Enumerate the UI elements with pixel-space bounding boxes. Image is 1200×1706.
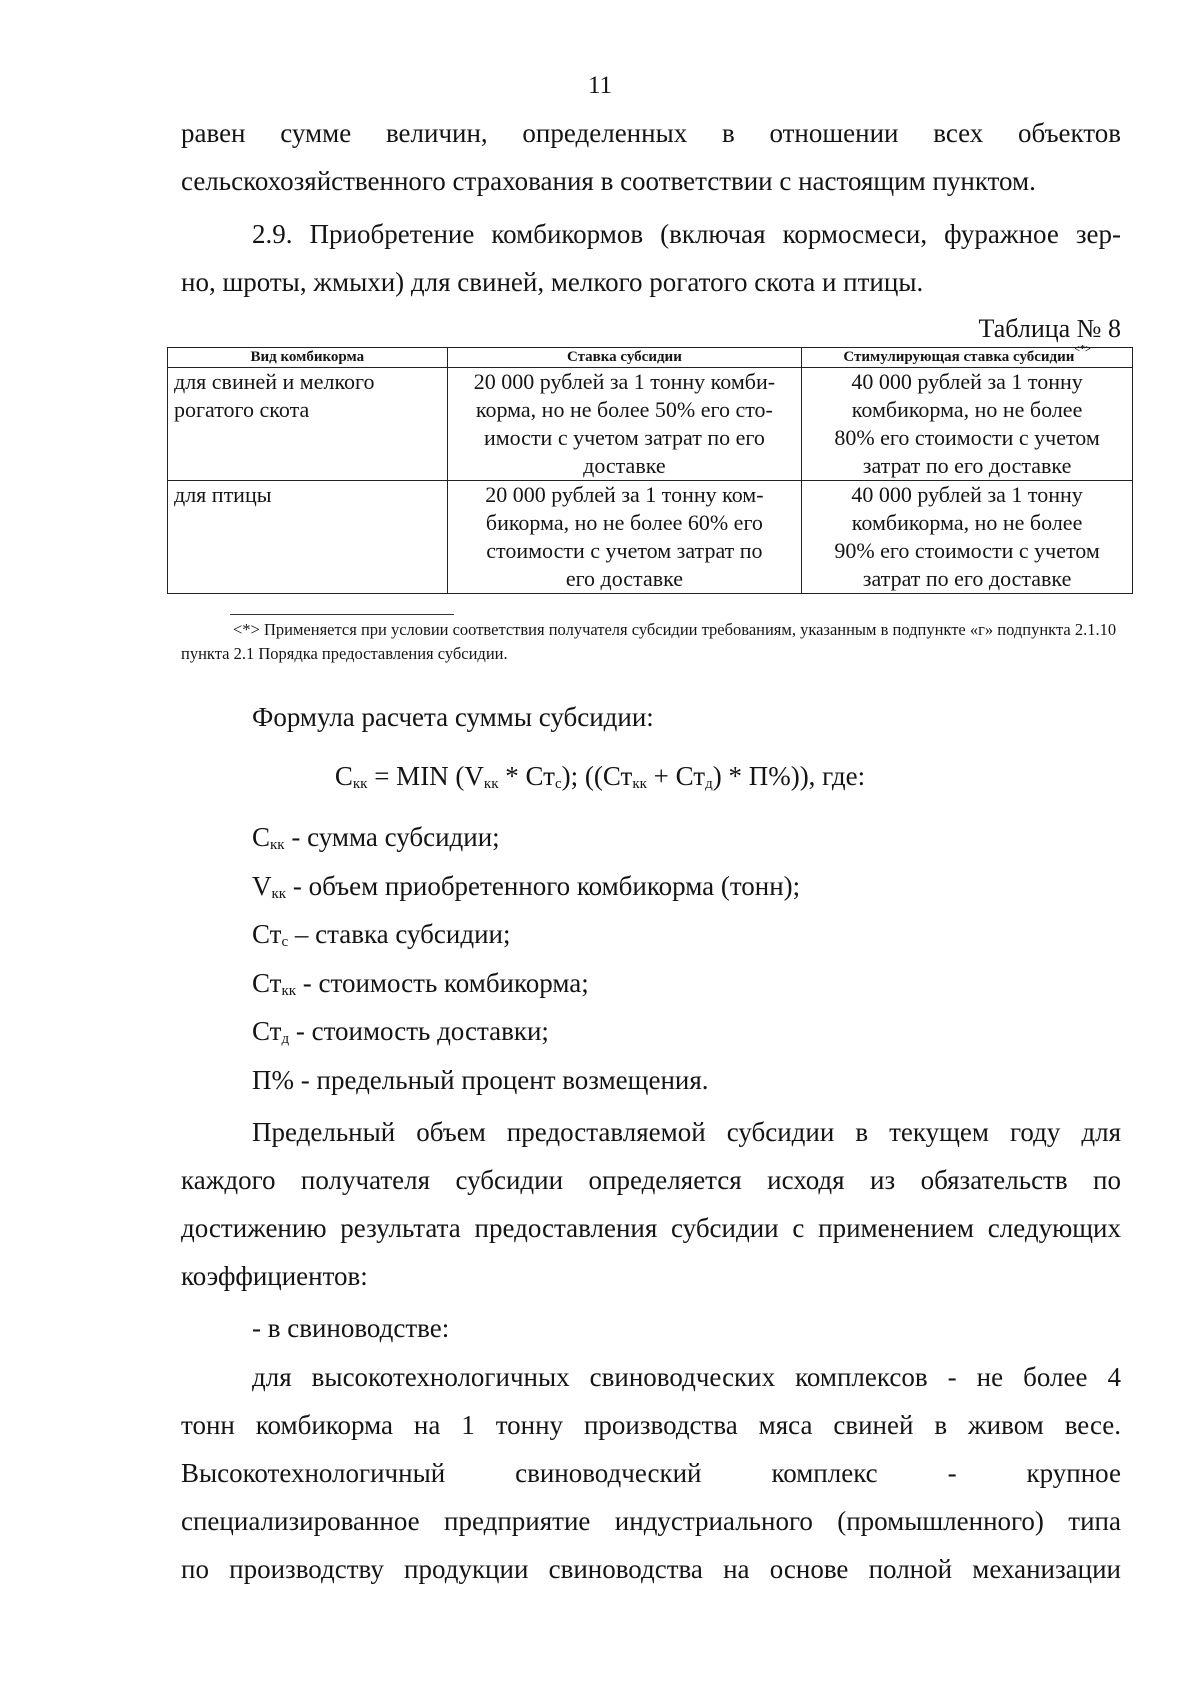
cell-line: для свиней и мелкого [174,369,375,394]
cell-line: затрат по его доставке [862,566,1072,591]
definition-subscript: кк [271,885,287,902]
cell-line: 90% его стоимости с учетом [834,538,1100,563]
definition-item [181,1007,1121,1056]
cell-line: его доставке [565,566,683,591]
header-feed-type: Вид комбикорма [168,348,448,368]
definition-subscript: с [281,934,289,951]
table-header-row [168,348,1133,368]
cell-line: корма, но не более 50% его сто- [475,397,773,422]
subheading-pig-farming: - в свиноводстве: [252,1313,450,1343]
definition-item [181,959,1121,1008]
cell-line: 20 000 рублей за 1 тонну ком- [485,482,764,507]
formula-part: + Ст [646,761,706,791]
formula-part: = MIN (V [367,761,484,791]
cell-line: затрат по его доставке [862,453,1072,478]
cell-line: стоимости с учетом затрат по [486,538,763,563]
cell-feed-type [168,368,448,481]
item-2-9-paragraph [181,210,1121,306]
definition-symbol: V [252,870,272,901]
definition-text: - стоимость комбикорма; [296,967,589,998]
formula [0,756,1200,796]
formula-subscript: д [705,776,713,792]
text-line: коэффициентов: [181,1261,368,1291]
definition-item [181,910,1121,959]
footnote-text: <*> Применяется при условии соответствия получателя субсидии требованиям, указанным в подпункте «г» подпункта 2.1.10 пункта 2.1 Порядка предоставления субсидии. [181,620,1117,663]
definition-symbol: П% [252,1064,294,1095]
cell-stimulating-rate [802,368,1133,481]
definition-symbol: Ст [252,967,282,998]
cell-line: 80% его стоимости с учетом [834,425,1100,450]
cell-subsidy-rate [447,368,802,481]
definition-text: - сумма субсидии; [284,822,500,852]
text-line: для высокотехнологичных свиноводческих комплексов - не более 4 [252,1362,1121,1392]
header-stimulating-rate [802,344,1133,368]
text-line: каждого получателя субсидии определяется исходя из обязательств по [181,1165,1121,1195]
definition-subscript: кк [270,837,285,853]
formula-part: * Ст [498,761,555,791]
header-subsidy-rate: Ставка субсидии [447,348,802,368]
definition-item [181,862,1121,911]
cell-line: имости с учетом затрат по его [483,425,765,450]
formula-heading: Формула расчета суммы субсидии: [252,702,654,732]
formula-part: ) * П%)), где: [712,761,866,791]
cell-line: 40 000 рублей за 1 тонну [851,369,1083,394]
footnote-divider [230,614,454,615]
page-number: 11 [587,72,613,99]
text-line: Высокотехнологичный свиноводческий комплекс - крупное [181,1458,1121,1488]
definition-text: - объем приобретенного комбикорма (тонн); [286,870,801,901]
text-line: Предельный объем предоставляемой субсидии в текущем году для [252,1117,1121,1147]
subsidy-rate-table [167,344,1133,594]
cell-stimulating-rate [802,481,1133,594]
text-line: но, шроты, жмыхи) для свиней, мелкого рогатого скота и птицы. [181,267,924,297]
text-line: достижению результата предоставления субсидии с применением следующих [181,1213,1121,1243]
formula-subscript: кк [632,776,647,792]
table-row [168,368,1133,481]
cell-line: комбикорма, но не более [851,510,1083,535]
cell-line: рогатого скота [174,397,310,422]
table-caption: Таблица № 8 [978,314,1121,343]
cell-subsidy-rate [447,481,802,594]
text-line: тонн комбикорма на 1 тонну производства мяса свиней в живом весе. [181,1410,1121,1440]
definition-symbol: С [252,822,271,852]
cell-line: для птицы [174,482,272,507]
formula-part: С [334,761,353,791]
header-stimulating-rate-label: Стимулирующая ставка субсидии [843,349,1075,365]
pig-farming-paragraph [181,1353,1121,1593]
definition-text: – ставка субсидии; [288,919,511,950]
text-line: сельскохозяйственного страхования в соответствии с настоящим пунктом. [181,166,1036,196]
cell-line: доставке [583,453,666,478]
cell-line: комбикорма, но не более [851,397,1083,422]
text-line: 2.9. Приобретение комбикормов (включая кормосмеси, фуражное зер- [252,219,1121,249]
cell-line: 20 000 рублей за 1 тонну комби- [473,369,776,394]
text-line: по производству продукции свиноводства на основе полной механизации [181,1554,1121,1584]
text-line: специализированное предприятие индустриального (промышленного) типа [181,1506,1121,1536]
cell-feed-type [168,481,448,594]
limit-paragraph [181,1108,1121,1300]
footnote-mark: <*> [1074,344,1091,355]
table-row [168,481,1133,594]
formula-part: ); ((Ст [561,761,633,791]
formula-subscript: кк [352,776,368,792]
text-line: равен сумме величин, определенных в отношении всех объектов [181,118,1121,148]
cell-line: бикорма, но не более 60% его [485,510,763,535]
definition-item [181,1056,1121,1105]
definition-subscript: д [281,1031,290,1048]
definition-subscript: кк [281,982,297,999]
definitions-list [181,813,1121,1105]
formula-subscript: кк [483,776,499,792]
cell-line: 40 000 рублей за 1 тонну [851,482,1083,507]
definition-item [181,813,1121,862]
definition-symbol: Ст [252,919,282,950]
formula-subscript: с [554,776,562,792]
intro-paragraph [181,109,1121,205]
definition-symbol: Ст [252,1016,282,1047]
definition-text: - стоимость доставки; [289,1016,549,1047]
definition-text: - предельный процент возмещения. [294,1064,709,1095]
